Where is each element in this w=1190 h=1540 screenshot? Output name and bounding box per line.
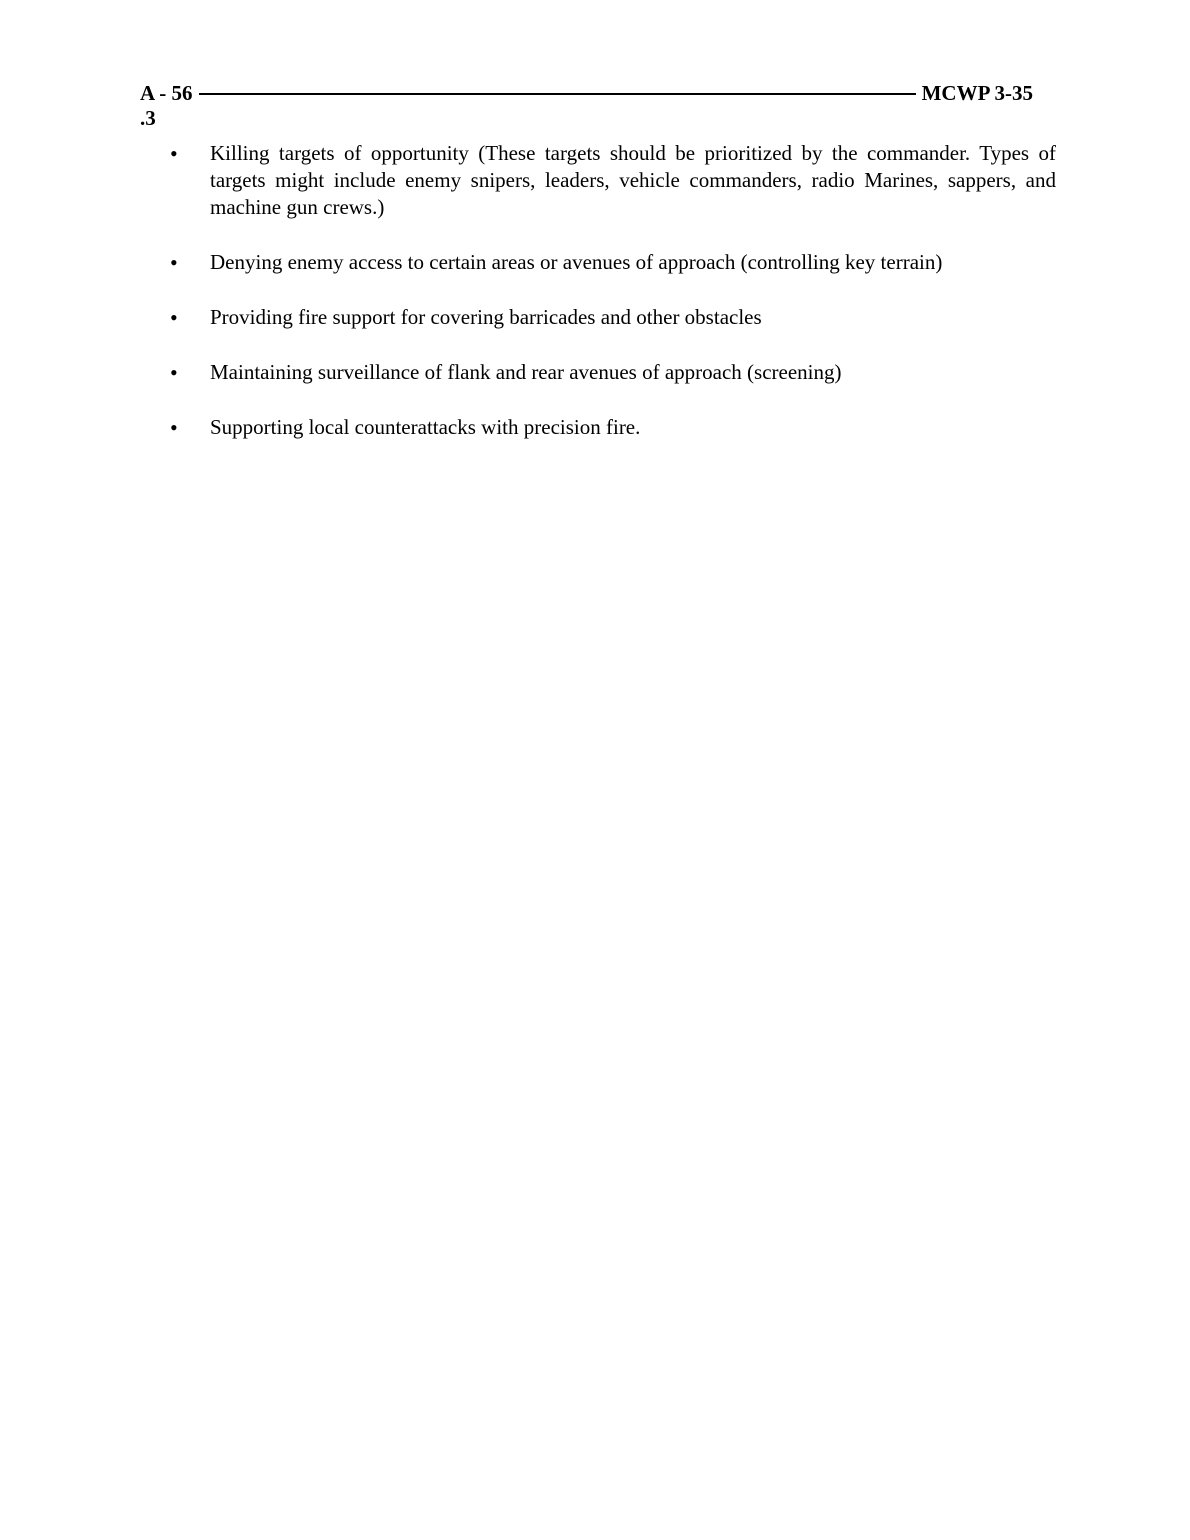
header-rule: [199, 93, 916, 95]
publication-number: MCWP 3-35: [921, 80, 1033, 105]
list-item-text: Providing fire support for covering barricades and other obstacles: [210, 305, 762, 329]
bullet-icon: •: [170, 305, 178, 330]
list-item-text: Killing targets of opportunity (These targets should be prioritized by the commander. Types of targets might include enemy snipers, leaders, vehicle commanders, radio Marines, sappers, and machine gun crews.): [210, 141, 1056, 219]
list-item: [170, 359, 1056, 386]
list-item: [170, 140, 1056, 221]
bullet-icon: •: [170, 250, 178, 275]
list-item-text: Denying enemy access to certain areas or avenues of approach (controlling key terrain): [210, 250, 943, 274]
bullet-list: [170, 140, 1056, 469]
list-item-text: Supporting local counterattacks with precision fire.: [210, 415, 641, 439]
list-item: [170, 414, 1056, 441]
publication-number-continuation: .3: [140, 106, 156, 130]
page-header: [140, 78, 1033, 108]
list-item-text: Maintaining surveillance of flank and rear avenues of approach (screening): [210, 360, 842, 384]
page-number: A - 56: [140, 80, 193, 105]
list-item: [170, 249, 1056, 276]
list-item: [170, 304, 1056, 331]
bullet-icon: •: [170, 360, 178, 385]
bullet-icon: •: [170, 141, 178, 166]
bullet-icon: •: [170, 415, 178, 440]
